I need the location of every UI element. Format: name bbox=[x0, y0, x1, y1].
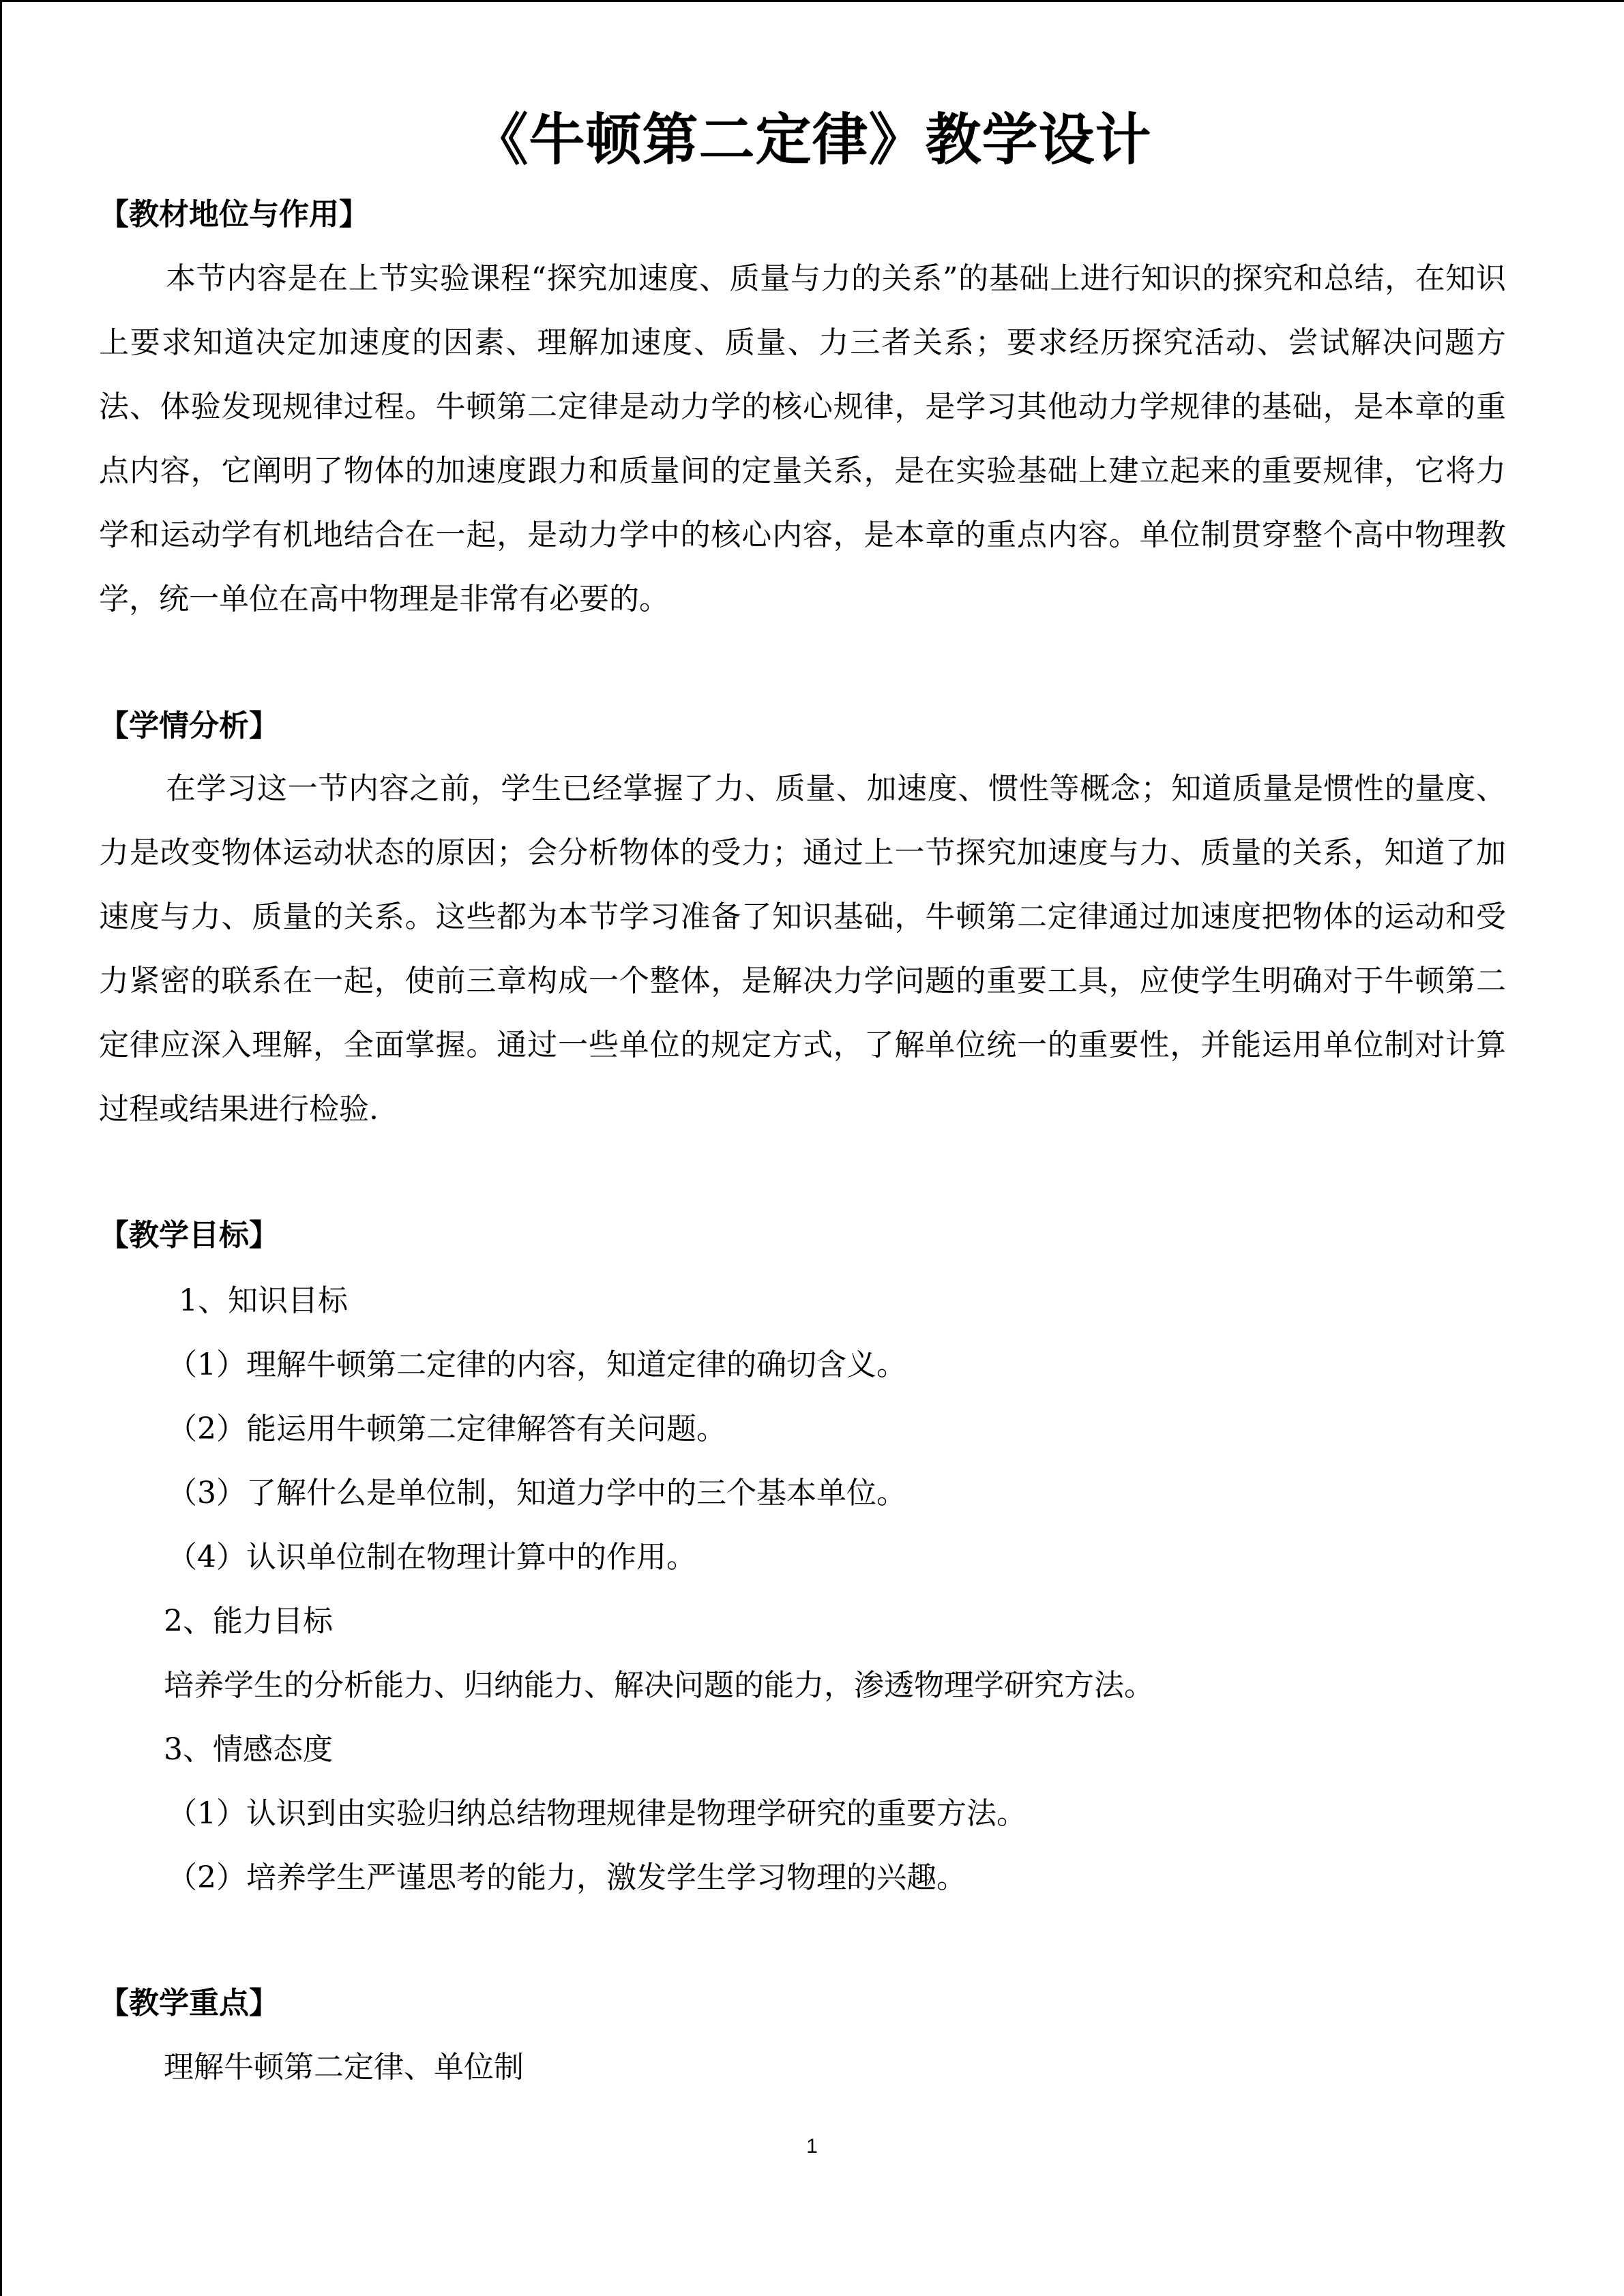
knowledge-goal-title: 1、知识目标 bbox=[179, 1283, 348, 1318]
section-body-material: 本节内容是在上节实验课程“探究加速度、质量与力的关系”的基础上进行知识的探究和总结，在知识上要求知道决定加速度的因素、理解加速度、质量、力三者关系；要求经历探究活动、尝试解决问题方法、体验发现规律过程。牛顿第二定律是动力学的核心规律，是学习其他动力学规律的基础，是本章的重点内容，它阐明了物体的加速度跟力和质量间的定量关系，是在实验基础上建立起来的重要规律，它将力学和运动学有机地结合在一起，是动力学中的核心内容，是本章的重点内容。单位制贯穿整个高中物理教学，统一单位在高中物理是非常有必要的。 bbox=[99, 261, 1506, 616]
key-points-text: 理解牛顿第二定律、单位制 bbox=[164, 2050, 524, 2085]
section-heading-key-points: 【教学重点】 bbox=[99, 1986, 279, 2021]
section-heading-material: 【教材地位与作用】 bbox=[99, 197, 369, 232]
page-border-left bbox=[0, 0, 2, 2296]
page-number: 1 bbox=[806, 2135, 818, 2158]
emotion-goal-item: （2）培养学生严谨思考的能力，激发学生学习物理的兴趣。 bbox=[167, 1860, 966, 1895]
document-title: 《牛顿第二定律》教学设计 bbox=[472, 107, 1152, 173]
knowledge-goal-item: （3）了解什么是单位制，知道力学中的三个基本单位。 bbox=[167, 1476, 906, 1510]
page-border-top bbox=[0, 0, 1624, 2]
knowledge-goal-item: （1）理解牛顿第二定律的内容，知道定律的确切含义。 bbox=[167, 1347, 906, 1382]
emotion-goal-title: 3、情感态度 bbox=[164, 1732, 333, 1767]
ability-goal-text: 培养学生的分析能力、归纳能力、解决问题的能力，渗透物理学研究方法。 bbox=[164, 1668, 1154, 1703]
emotion-goal-item: （1）认识到由实验归纳总结物理规律是物理学研究的重要方法。 bbox=[167, 1796, 1027, 1831]
section-body-learners: 在学习这一节内容之前，学生已经掌握了力、质量、加速度、惯性等概念；知道质量是惯性的量度、力是改变物体运动状态的原因；会分析物体的受力；通过上一节探究加速度与力、质量的关系，知道了加速度与力、质量的关系。这些都为本节学习准备了知识基础，牛顿第二定律通过加速度把物体的运动和受力紧密的联系在一起，使前三章构成一个整体，是解决力学问题的重要工具，应使学生明确对于牛顿第二定律应深入理解，全面掌握。通过一些单位的规定方式，了解单位统一的重要性，并能运用单位制对计算过程或结果进行检验. bbox=[99, 771, 1506, 1127]
section-heading-learners: 【学情分析】 bbox=[99, 709, 279, 743]
knowledge-goal-item: （4）认识单位制在物理计算中的作用。 bbox=[167, 1540, 696, 1575]
knowledge-goal-item: （2）能运用牛顿第二定律解答有关问题。 bbox=[167, 1412, 726, 1446]
section-heading-goals: 【教学目标】 bbox=[99, 1218, 279, 1253]
ability-goal-title: 2、能力目标 bbox=[164, 1604, 333, 1639]
